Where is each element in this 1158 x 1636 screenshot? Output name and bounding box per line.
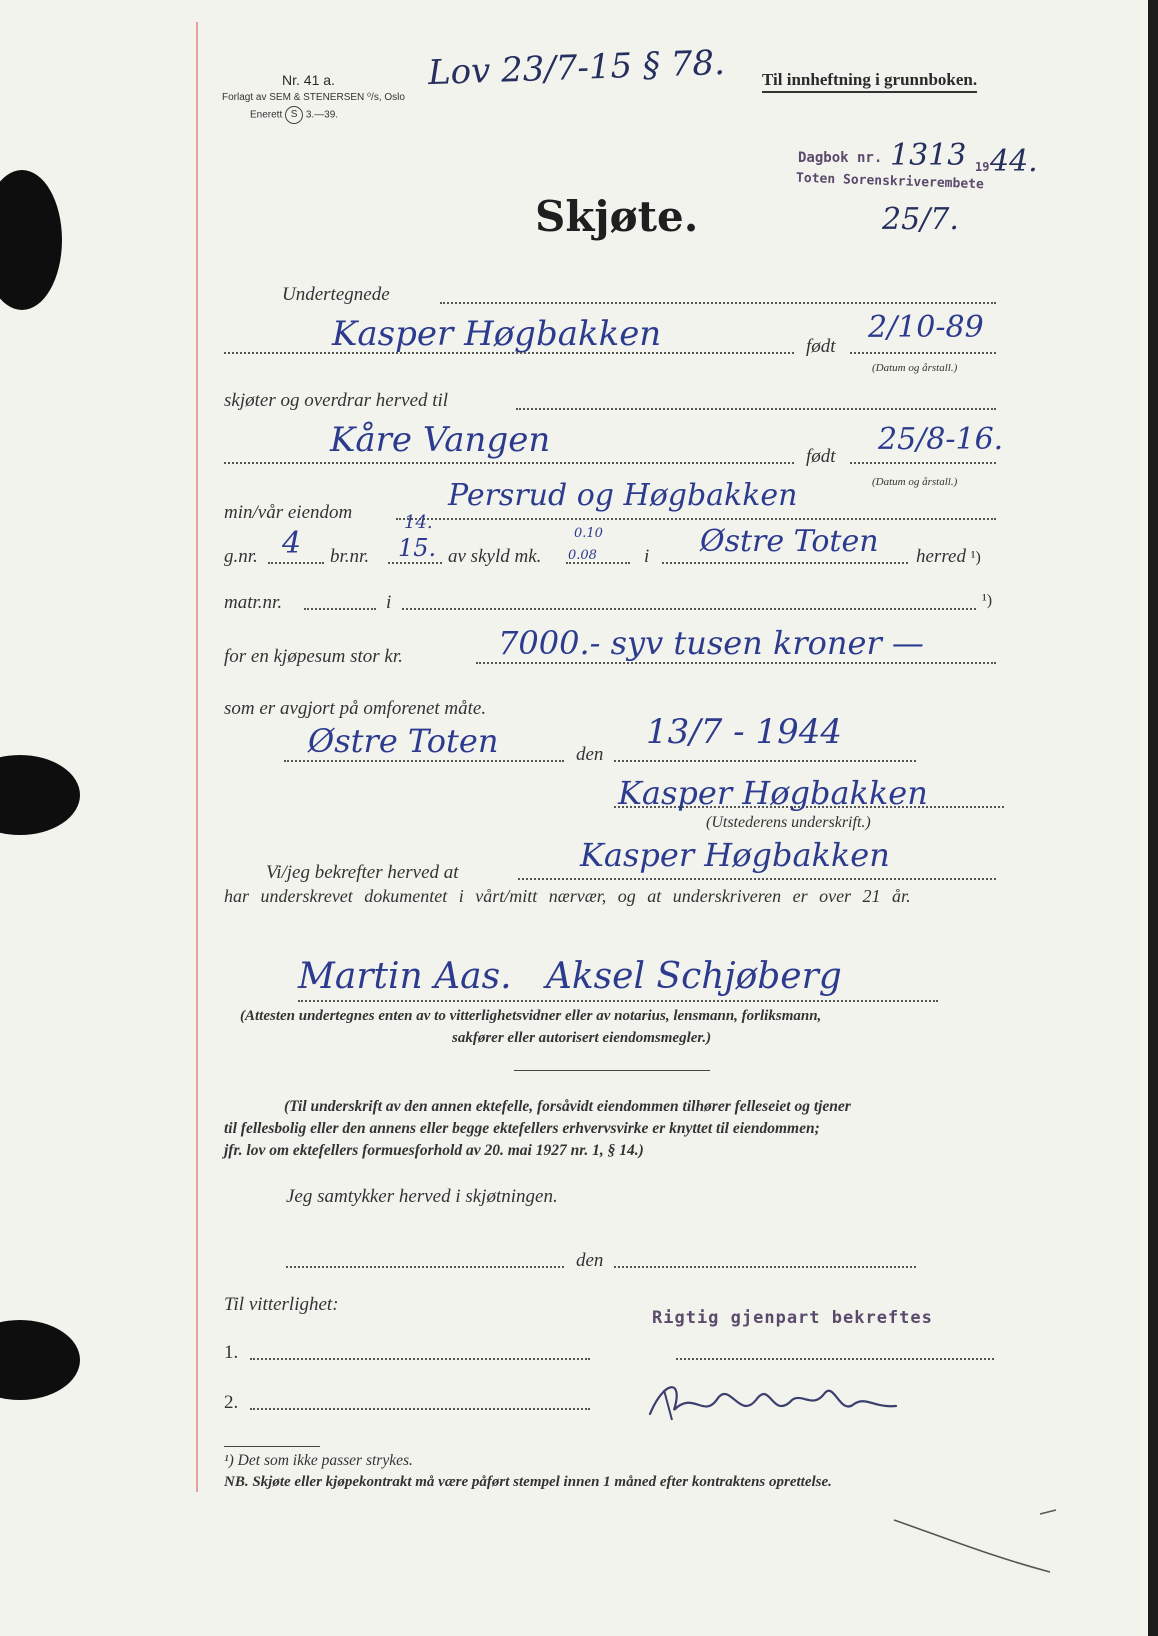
property-name: Persrud og Høgbakken (448, 478, 798, 513)
margin-line (196, 22, 198, 1492)
binding-note: Til innheftning i grunnboken. (762, 70, 977, 93)
brnr-value-top: 14. (404, 512, 433, 533)
transfers-line (516, 408, 996, 410)
confirm-text: har underskrevet dokumentet i vårt/mitt nærvær, og at underskriveren er over 21 år. (224, 886, 911, 906)
brnr-value: 15. (398, 534, 437, 562)
form-number: Nr. 41 a. (282, 72, 335, 88)
gnr-value: 4 (282, 526, 302, 561)
attest-note-1: (Attesten undertegnes enten av to vitterlighetsvidner eller av notarius, lensmann, forliksmann, (240, 1008, 822, 1024)
datum-hint-2: (Datum og årstall.) (872, 476, 958, 488)
settled-label: som er avgjort på omforenet måte. (224, 698, 487, 719)
witness-2-label: 2. (224, 1392, 239, 1413)
price-label: for en kjøpesum stor kr. (224, 646, 403, 667)
witness-1-line (250, 1358, 590, 1360)
binder-hole-top (0, 170, 62, 310)
matr-footnote-mark: ¹) (982, 592, 993, 609)
witness-signatures: Martin Aas. Aksel Schjøberg (298, 956, 842, 997)
stamp-date: 25/7. (882, 202, 959, 237)
brnr-line (388, 562, 442, 564)
consent-date-label: den (576, 1250, 604, 1271)
grantor-born-line (850, 352, 996, 354)
herred-label: herred ¹) (916, 546, 981, 567)
transfers-label: skjøter og overdrar herved til (224, 390, 449, 411)
date-label: den (576, 744, 604, 765)
grantor-born: 2/10-89 (868, 310, 984, 345)
consent-date-line (614, 1266, 916, 1268)
confirm-line (518, 878, 996, 880)
grantor-name: Kasper Høgbakken (332, 314, 662, 354)
copyright-seal-icon: S (285, 106, 303, 124)
place-line (284, 760, 564, 762)
issuer-signature: Kasper Høgbakken (618, 774, 928, 812)
publisher-copyright: Enerett S 3.—39. (250, 106, 338, 124)
grantee-born-line (850, 462, 996, 464)
diary-year-prefix: 19 (975, 160, 990, 174)
grantee-line (224, 462, 794, 464)
footnote-text: ¹) Det som ikke passer strykes. (224, 1452, 413, 1469)
witness-label: Til vitterlighet: (224, 1294, 339, 1315)
binder-hole-middle (0, 755, 80, 835)
court-office-stamp: Toten Sorenskriverembete (795, 170, 985, 193)
price-value: 7000.- syv tusen kroner — (498, 624, 924, 662)
property-label: min/vår eiendom (224, 502, 353, 523)
attest-note-2: sakfører eller autorisert eiendomsmegler.) (452, 1030, 712, 1046)
issuer-signature-label: (Utstederens underskrift.) (706, 814, 871, 831)
witness-signature-line (298, 1000, 938, 1002)
binder-hole-bottom (0, 1320, 80, 1400)
document-title: Skjøte. (535, 192, 699, 241)
skyld-value: 0.08 (568, 548, 597, 563)
date-value: 13/7 - 1944 (646, 712, 842, 752)
price-line (476, 662, 996, 664)
grantor-line-1 (440, 302, 996, 304)
grantee-name: Kåre Vangen (330, 420, 551, 460)
spouse-note-3: jfr. lov om ektefellers formuesforhold av 20. mai 1927 nr. 1, § 14.) (224, 1142, 644, 1159)
diary-number: 1313 (890, 138, 967, 173)
matr-line (304, 608, 376, 610)
gnr-label: g.nr. (224, 546, 258, 567)
diary-stamp: Dagbok nr. (798, 150, 883, 166)
brnr-label: br.nr. (330, 546, 370, 567)
property-line (396, 518, 996, 520)
handwritten-law-reference: Lov 23/7-15 § 78. (427, 42, 726, 94)
datum-hint-1: (Datum og årstall.) (872, 362, 958, 374)
place-value: Østre Toten (308, 722, 499, 760)
i-label-1: i (644, 546, 650, 567)
grantor-line-2 (224, 352, 794, 354)
skyld-value-top: 0.10 (574, 526, 603, 541)
consent-label: Jeg samtykker herved i skjøtningen. (286, 1186, 558, 1207)
grantee-born: 25/8-16. (878, 422, 1004, 457)
pen-stroke-mark (890, 1508, 1060, 1578)
divider-line (514, 1070, 710, 1071)
spouse-note-2: til fellesbolig eller den annens eller begge ektefellers erhvervsvirke er knyttet til eiendommen; (224, 1120, 820, 1137)
witness-1-label: 1. (224, 1342, 239, 1363)
matr-label: matr.nr. (224, 592, 283, 613)
diary-year: 44. (990, 144, 1038, 179)
official-signature (644, 1360, 904, 1440)
i-label-2: i (386, 592, 392, 613)
skyld-label: av skyld mk. (448, 546, 542, 567)
copy-confirmation-stamp: Rigtig gjenpart bekreftes (652, 1308, 933, 1328)
matr-place-line (402, 608, 976, 610)
date-line (614, 760, 916, 762)
footnote-divider (224, 1446, 320, 1447)
confirm-signature: Kasper Høgbakken (580, 836, 890, 874)
grantee-born-label: født (806, 446, 836, 467)
herred-line (662, 562, 908, 564)
grantor-born-label: født (806, 336, 836, 357)
herred-value: Østre Toten (700, 524, 879, 559)
witness-2-line (250, 1408, 590, 1410)
nb-text: NB. Skjøte eller kjøpekontrakt må være påført stempel innen 1 måned efter kontraktens oprettelse. (224, 1474, 832, 1490)
publisher-line: Forlagt av SEM & STENERSEN ⁰/s, Oslo (222, 92, 405, 103)
spouse-note-1: (Til underskrift av den annen ektefelle, forsåvidt eiendommen tilhører felleseiet og tjener (284, 1098, 851, 1115)
grantor-label: Undertegnede (282, 284, 390, 305)
consent-place-line (286, 1266, 564, 1268)
confirm-label: Vi/jeg bekrefter herved at (266, 862, 459, 883)
gnr-line (268, 562, 324, 564)
